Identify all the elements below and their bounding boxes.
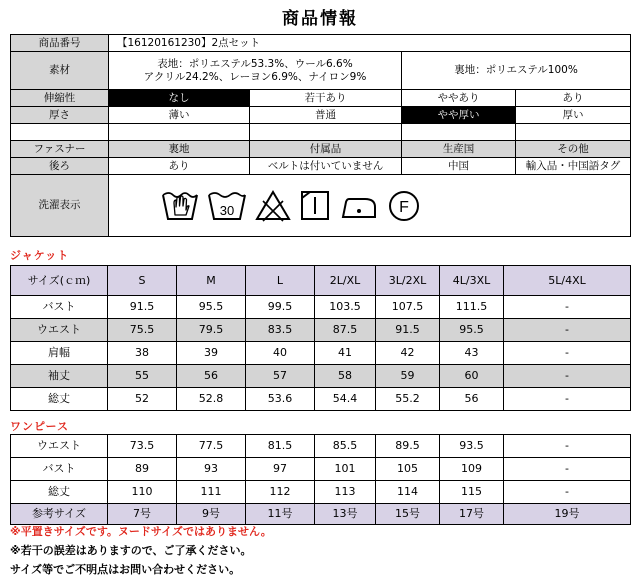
- table-cell: 81.5: [246, 435, 315, 458]
- table-row: [11, 296, 631, 319]
- accessory-value: ベルトは付いていません: [250, 158, 402, 175]
- table-cell: 91.5: [376, 319, 440, 342]
- table-cell: 60: [440, 365, 504, 388]
- care-label: 洗濯表示: [11, 175, 109, 237]
- table-cell: 105: [376, 458, 440, 481]
- table-cell: 56: [177, 365, 246, 388]
- table-cell: 58: [315, 365, 376, 388]
- table-cell: 57: [246, 365, 315, 388]
- table-cell: 43: [440, 342, 504, 365]
- other-value: 輸入品・中国語タグ: [516, 158, 631, 175]
- table-row: [11, 365, 631, 388]
- row-label: 参考サイズ: [11, 504, 108, 525]
- back-label: 後ろ: [11, 158, 109, 175]
- blank-cell: [516, 124, 631, 141]
- stretch-option-none: なし: [109, 90, 250, 107]
- table-cell: 17号: [440, 504, 504, 525]
- table-cell: -: [504, 365, 631, 388]
- material-outer-line1: 表地：ポリエステル53.3%、ウール6.6%: [157, 57, 353, 70]
- size-col-header: 5L/4XL: [504, 266, 631, 296]
- table-cell: 83.5: [246, 319, 315, 342]
- table-cell: 52.8: [177, 388, 246, 411]
- stretch-label: 伸縮性: [11, 90, 109, 107]
- table-cell: 40: [246, 342, 315, 365]
- table-cell: 109: [440, 458, 504, 481]
- blank-cell: [109, 124, 250, 141]
- table-cell: -: [504, 458, 631, 481]
- table-cell: 15号: [376, 504, 440, 525]
- table-cell: 89.5: [376, 435, 440, 458]
- product-info-table: [10, 34, 631, 237]
- table-cell: 19号: [504, 504, 631, 525]
- note-tolerance: ※若干の誤差はありますので、ご了承ください。: [10, 544, 252, 557]
- product-number-label: 商品番号: [11, 35, 109, 52]
- stretch-option-yes: あり: [516, 90, 631, 107]
- table-cell: 42: [376, 342, 440, 365]
- dry-clean-f-icon: [387, 189, 421, 223]
- size-col-header: 4L/3XL: [440, 266, 504, 296]
- stretch-option-slight: 若干あり: [250, 90, 402, 107]
- table-cell: 7号: [108, 504, 177, 525]
- fastener-label: ファスナー: [11, 141, 109, 158]
- wash-30-icon: [207, 189, 247, 223]
- row-label: 総丈: [11, 388, 108, 411]
- material-lining: 裏地：ポリエステル100%: [402, 52, 631, 90]
- note-contact: サイズ等でご不明点はお問い合わせください。: [10, 563, 241, 576]
- stretch-option-some: ややあり: [402, 90, 516, 107]
- other-header: その他: [516, 141, 631, 158]
- lining-header: 裏地: [109, 141, 250, 158]
- table-cell: 41: [315, 342, 376, 365]
- table-cell: 59: [376, 365, 440, 388]
- table-cell: 9号: [177, 504, 246, 525]
- row-label: 肩幅: [11, 342, 108, 365]
- table-cell: 95.5: [177, 296, 246, 319]
- table-cell: 93: [177, 458, 246, 481]
- thickness-option-normal: 普通: [250, 107, 402, 124]
- row-label: 総丈: [11, 481, 108, 504]
- thickness-option-thick: 厚い: [516, 107, 631, 124]
- table-cell: 73.5: [108, 435, 177, 458]
- note-flat-measure: ※平置きサイズです。ヌードサイズではありません。: [10, 525, 272, 538]
- table-cell: 87.5: [315, 319, 376, 342]
- table-row: [11, 435, 631, 458]
- hand-wash-icon: [161, 189, 199, 223]
- jacket-section-title: ジャケット: [10, 249, 70, 262]
- table-cell: 38: [108, 342, 177, 365]
- thickness-option-thin: 薄い: [109, 107, 250, 124]
- table-row: [11, 504, 631, 525]
- wash-temp-text: 30: [219, 202, 235, 218]
- table-row: [11, 388, 631, 411]
- table-cell: 54.4: [315, 388, 376, 411]
- table-cell: 91.5: [108, 296, 177, 319]
- table-cell: 79.5: [177, 319, 246, 342]
- jacket-header-row: [11, 266, 631, 296]
- size-col-header: 2L/XL: [315, 266, 376, 296]
- table-cell: 115: [440, 481, 504, 504]
- accessory-header: 付属品: [250, 141, 402, 158]
- row-label: 袖丈: [11, 365, 108, 388]
- table-cell: 77.5: [177, 435, 246, 458]
- table-cell: 111.5: [440, 296, 504, 319]
- blank-cell: [402, 124, 516, 141]
- dry-clean-letter: F: [399, 198, 409, 216]
- table-row: [11, 319, 631, 342]
- blank-cell: [11, 124, 109, 141]
- material-outer: [109, 52, 402, 90]
- table-cell: 11号: [246, 504, 315, 525]
- table-cell: 101: [315, 458, 376, 481]
- size-col-header: 3L/2XL: [376, 266, 440, 296]
- table-cell: 112: [246, 481, 315, 504]
- table-cell: 114: [376, 481, 440, 504]
- thickness-option-slightly-thick: やや厚い: [402, 107, 516, 124]
- iron-low-icon: [339, 189, 379, 223]
- table-cell: 110: [108, 481, 177, 504]
- thickness-label: 厚さ: [11, 107, 109, 124]
- table-cell: 111: [177, 481, 246, 504]
- size-col-header: S: [108, 266, 177, 296]
- material-outer-line2: アクリル24.2%、レーヨン6.9%、ナイロン9%: [143, 70, 367, 83]
- table-cell: 95.5: [440, 319, 504, 342]
- table-cell: 103.5: [315, 296, 376, 319]
- care-symbols: [109, 175, 631, 237]
- table-row: [11, 481, 631, 504]
- table-cell: -: [504, 319, 631, 342]
- table-row: [11, 458, 631, 481]
- page-title: 商品情報: [282, 9, 358, 29]
- product-number-value: 【16120161230】2点セット: [109, 35, 631, 52]
- table-cell: -: [504, 388, 631, 411]
- table-cell: 39: [177, 342, 246, 365]
- table-cell: 52: [108, 388, 177, 411]
- material-label: 素材: [11, 52, 109, 90]
- table-cell: 89: [108, 458, 177, 481]
- origin-value: 中国: [402, 158, 516, 175]
- table-cell: 75.5: [108, 319, 177, 342]
- table-cell: -: [504, 435, 631, 458]
- row-label: ウエスト: [11, 319, 108, 342]
- table-cell: 56: [440, 388, 504, 411]
- table-cell: -: [504, 481, 631, 504]
- row-label: バスト: [11, 458, 108, 481]
- lining-value: あり: [109, 158, 250, 175]
- line-dry-icon: [299, 189, 331, 223]
- table-cell: 99.5: [246, 296, 315, 319]
- size-header-label: サイズ(ｃｍ): [11, 266, 108, 296]
- table-cell: -: [504, 342, 631, 365]
- row-label: ウエスト: [11, 435, 108, 458]
- table-cell: 113: [315, 481, 376, 504]
- table-cell: -: [504, 296, 631, 319]
- table-cell: 85.5: [315, 435, 376, 458]
- size-col-header: M: [177, 266, 246, 296]
- no-bleach-icon: [255, 189, 291, 223]
- table-cell: 97: [246, 458, 315, 481]
- table-row: [11, 342, 631, 365]
- table-cell: 93.5: [440, 435, 504, 458]
- jacket-size-table: [10, 265, 631, 411]
- table-cell: 53.6: [246, 388, 315, 411]
- size-col-header: L: [246, 266, 315, 296]
- dress-section-title: ワンピース: [10, 420, 70, 433]
- origin-header: 生産国: [402, 141, 516, 158]
- row-label: バスト: [11, 296, 108, 319]
- dress-size-table: [10, 434, 631, 525]
- table-cell: 55: [108, 365, 177, 388]
- table-cell: 107.5: [376, 296, 440, 319]
- table-cell: 13号: [315, 504, 376, 525]
- blank-cell: [250, 124, 402, 141]
- table-cell: 55.2: [376, 388, 440, 411]
